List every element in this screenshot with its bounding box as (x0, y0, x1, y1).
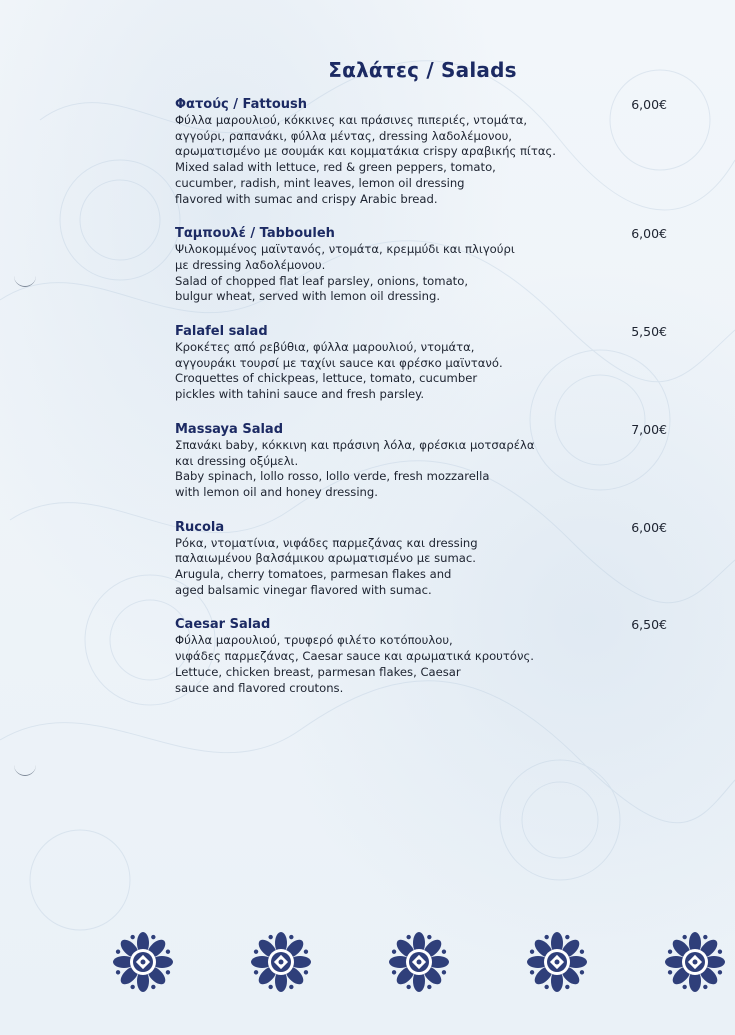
item-description-line: Φύλλα μαρουλιού, τρυφερό φιλέτο κοτόπουλου, (175, 633, 453, 648)
page-title: Σαλάτες / Salads (328, 58, 517, 82)
item-description-line: με dressing λαδολέμονου. (175, 257, 326, 272)
item-price: 6,00€ (631, 97, 667, 112)
item-price: 5,50€ (631, 324, 667, 340)
item-description-line: αρωματισμένο με σουμάκ και κομματάκια crispy αραβικής πίτας. (175, 144, 556, 159)
item-description-line: bulgur wheat, served with lemon oil dressing. (175, 289, 441, 304)
item-price: 6,50€ (631, 617, 667, 633)
item-price: 7,00€ (631, 421, 667, 437)
item-description-line: with lemon oil and honey dressing. (175, 484, 378, 499)
menu-item (175, 520, 670, 599)
item-description-line: cucumber, radish, mint leaves, lemon oil dressing (175, 175, 465, 190)
item-description-line: παλαιωμένου βαλσάμικου αρωματισμένο με sumac. (175, 551, 476, 566)
menu-item (175, 97, 670, 207)
item-description-line: aged balsamic vinegar flavored with sumac. (175, 582, 432, 597)
item-description-line: Φύλλα μαρουλιού, κόκκινες και πράσινες πιπεριές, ντομάτα, (175, 113, 528, 127)
item-title: Ταμπουλέ / Tabbouleh (175, 226, 335, 242)
item-description-line: και dressing οξύμελι. (175, 453, 299, 468)
item-description-line: Arugula, cherry tomatoes, parmesan flakes and (175, 567, 452, 582)
item-title: Φατούς / Fattoush (175, 97, 307, 112)
item-description-line: pickles with tahini sauce and fresh parsley. (175, 387, 425, 402)
item-description-line: Κροκέτες από ρεβύθια, φύλλα μαρουλιού, ντομάτα, (175, 340, 475, 355)
item-price: 6,00€ (631, 226, 667, 242)
item-title: Massaya Salad (175, 421, 283, 437)
item-description-line: Lettuce, chicken breast, parmesan flakes, Caesar (175, 664, 461, 679)
menu-item (175, 226, 670, 305)
item-description-line: νιφάδες παρμεζάνας, Caesar sauce και αρωματικά κρουτόνς. (175, 649, 534, 664)
menu-list (175, 97, 670, 715)
item-description-line: flavored with sumac and crispy Arabic bread. (175, 191, 438, 206)
item-title: Caesar Salad (175, 617, 271, 633)
item-description-line: αγγουράκι τουρσί με ταχίνι sauce και φρέσκο μαϊντανό. (175, 355, 503, 370)
mandala-ornament-icon (386, 929, 452, 995)
mandala-ornament-icon (524, 929, 590, 995)
mandala-ornament-icon (662, 929, 728, 995)
item-description-line: Ρόκα, ντοματίνια, νιφάδες παρμεζάνας και dressing (175, 535, 478, 550)
item-price: 6,00€ (631, 519, 667, 535)
item-description-line: Salad of chopped flat leaf parsley, onions, tomato, (175, 273, 469, 288)
mandala-ornament-icon (110, 929, 176, 995)
menu-item (175, 422, 670, 501)
item-description-line: Croquettes of chickpeas, lettuce, tomato, cucumber (175, 371, 478, 386)
item-title: Rucola (175, 519, 225, 535)
item-description-line: sauce and flavored croutons. (175, 680, 344, 695)
mandala-ornament-icon (248, 929, 314, 995)
menu-item (175, 324, 670, 403)
item-description-line: Mixed salad with lettuce, red & green peppers, tomato, (175, 160, 496, 175)
item-description-line: Σπανάκι baby, κόκκινη και πράσινη λόλα, φρέσκια μοτσαρέλα (175, 437, 535, 452)
item-description-line: Baby spinach, lollo rosso, lollo verde, fresh mozzarella (175, 469, 490, 484)
menu-item (175, 617, 670, 696)
item-description-line: Ψιλοκομμένος μαϊντανός, ντομάτα, κρεμμύδι και πλιγούρι (175, 242, 515, 257)
item-description-line: αγγούρι, ραπανάκι, φύλλα μέντας, dressing λαδολέμονου, (175, 128, 512, 143)
item-title: Falafel salad (175, 324, 268, 340)
